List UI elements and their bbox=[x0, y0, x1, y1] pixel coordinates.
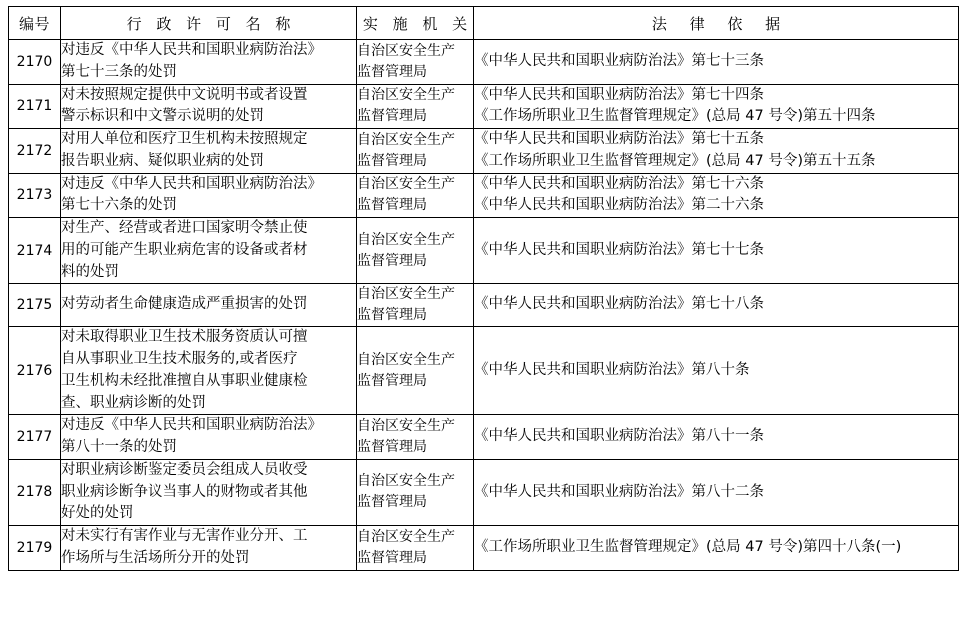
cell-legal-basis-line: 《中华人民共和国职业病防治法》第七十七条 bbox=[474, 241, 764, 258]
cell-legal-basis bbox=[474, 40, 959, 85]
cell-permission-name-line: 卫生机构未经批准擅自从事职业健康检 bbox=[61, 372, 308, 389]
cell-legal-basis bbox=[474, 526, 959, 571]
column-header-code: 编号 bbox=[9, 7, 61, 40]
cell-permission-name-line: 对违反《中华人民共和国职业病防治法》 bbox=[61, 42, 322, 58]
table-header-row bbox=[9, 7, 959, 40]
cell-implementing-organ-line: 监督管理局 bbox=[357, 63, 427, 80]
cell-permission-name-line: 对用人单位和医疗卫生机构未按照规定 bbox=[61, 131, 308, 147]
cell-legal-basis-line: 《工作场所职业卫生监督管理规定》(总局 47 号令)第四十八条(一) bbox=[474, 538, 902, 555]
cell-legal-basis-line: 《中华人民共和国职业病防治法》第八十一条 bbox=[474, 428, 764, 445]
cell-implementing-organ bbox=[357, 84, 474, 129]
cell-legal-basis bbox=[474, 327, 959, 415]
cell-implementing-organ bbox=[357, 40, 474, 85]
cell-implementing-organ-line: 监督管理局 bbox=[357, 152, 427, 169]
cell-code: 2172 bbox=[9, 129, 61, 174]
cell-permission-name-line: 料的处罚 bbox=[61, 263, 119, 280]
cell-implementing-organ-line: 自治区安全生产 bbox=[357, 87, 455, 104]
cell-permission-name-line: 对劳动者生命健康造成严重损害的处罚 bbox=[61, 296, 308, 313]
column-header-name bbox=[61, 7, 357, 40]
cell-permission-name-line: 作场所与生活场所分开的处罚 bbox=[61, 549, 250, 566]
cell-implementing-organ bbox=[357, 327, 474, 415]
cell-permission-name-line: 第七十六条的处罚 bbox=[61, 197, 177, 214]
cell-legal-basis-line: 《中华人民共和国职业病防治法》第八十条 bbox=[474, 361, 750, 378]
cell-implementing-organ-line: 监督管理局 bbox=[357, 494, 427, 511]
cell-implementing-organ bbox=[357, 415, 474, 460]
column-header-name-text: 行 政 许 可 名 称 bbox=[126, 14, 296, 33]
cell-implementing-organ-line: 自治区安全生产 bbox=[357, 473, 455, 490]
table-row bbox=[9, 84, 959, 129]
table-body bbox=[9, 40, 959, 571]
cell-implementing-organ-line: 监督管理局 bbox=[357, 197, 427, 214]
cell-permission-name-line: 对职业病诊断鉴定委员会组成人员收受 bbox=[61, 461, 308, 478]
cell-implementing-organ bbox=[357, 526, 474, 571]
cell-implementing-organ-line: 监督管理局 bbox=[357, 108, 427, 125]
cell-implementing-organ-line: 监督管理局 bbox=[357, 549, 427, 566]
cell-legal-basis bbox=[474, 284, 959, 327]
cell-permission-name-line: 第八十一条的处罚 bbox=[61, 439, 177, 455]
table-row bbox=[9, 327, 959, 415]
cell-code: 2174 bbox=[9, 218, 61, 284]
cell-implementing-organ-line: 监督管理局 bbox=[357, 307, 427, 324]
administrative-permission-table bbox=[8, 6, 959, 571]
cell-code: 2171 bbox=[9, 84, 61, 129]
cell-permission-name-line: 自从事职业卫生技术服务的,或者医疗 bbox=[61, 351, 298, 367]
cell-permission-name-line: 查、职业病诊断的处罚 bbox=[61, 394, 206, 411]
table-row bbox=[9, 218, 959, 284]
cell-permission-name bbox=[61, 415, 357, 460]
cell-code: 2173 bbox=[9, 173, 61, 218]
cell-permission-name bbox=[61, 459, 357, 525]
cell-permission-name-line: 对未实行有害作业与无害作业分开、工 bbox=[61, 528, 308, 544]
cell-code: 2178 bbox=[9, 459, 61, 525]
cell-legal-basis-line: 《中华人民共和国职业病防治法》第七十三条 bbox=[474, 52, 764, 69]
cell-permission-name-line: 好处的处罚 bbox=[61, 505, 134, 522]
table-row bbox=[9, 459, 959, 525]
column-header-law bbox=[474, 7, 959, 40]
cell-implementing-organ bbox=[357, 129, 474, 174]
cell-implementing-organ-line: 监督管理局 bbox=[357, 372, 427, 389]
cell-legal-basis-line: 《中华人民共和国职业病防治法》第七十五条 bbox=[474, 131, 764, 147]
cell-permission-name-line: 警示标识和中文警示说明的处罚 bbox=[61, 108, 264, 125]
cell-legal-basis-line: 《工作场所职业卫生监督管理规定》(总局 47 号令)第五十四条 bbox=[474, 108, 876, 125]
cell-code: 2177 bbox=[9, 415, 61, 460]
cell-code: 2176 bbox=[9, 327, 61, 415]
cell-permission-name bbox=[61, 327, 357, 415]
cell-legal-basis-line: 《中华人民共和国职业病防治法》第二十六条 bbox=[474, 197, 764, 214]
cell-implementing-organ-line: 自治区安全生产 bbox=[357, 351, 455, 368]
cell-legal-basis-line: 《中华人民共和国职业病防治法》第八十二条 bbox=[474, 483, 764, 500]
cell-implementing-organ-line: 自治区安全生产 bbox=[357, 131, 455, 148]
cell-permission-name bbox=[61, 218, 357, 284]
cell-legal-basis-line: 《中华人民共和国职业病防治法》第七十六条 bbox=[474, 175, 764, 192]
column-header-org-text: 实 施 机 关 bbox=[362, 14, 473, 33]
cell-permission-name-line: 第七十三条的处罚 bbox=[61, 63, 177, 80]
cell-permission-name bbox=[61, 526, 357, 571]
cell-permission-name-line: 职业病诊断争议当事人的财物或者其他 bbox=[61, 483, 308, 500]
table-row bbox=[9, 40, 959, 85]
table-row bbox=[9, 129, 959, 174]
cell-code: 2175 bbox=[9, 284, 61, 327]
cell-permission-name-line: 对未取得职业卫生技术服务资质认可擅 bbox=[61, 329, 308, 346]
cell-legal-basis-line: 《工作场所职业卫生监督管理规定》(总局 47 号令)第五十五条 bbox=[474, 152, 876, 169]
cell-legal-basis bbox=[474, 84, 959, 129]
cell-permission-name-line: 对违反《中华人民共和国职业病防治法》 bbox=[61, 417, 322, 434]
cell-legal-basis-line: 《中华人民共和国职业病防治法》第七十四条 bbox=[474, 86, 764, 103]
cell-implementing-organ-line: 自治区安全生产 bbox=[357, 176, 455, 193]
cell-implementing-organ bbox=[357, 459, 474, 525]
cell-legal-basis bbox=[474, 173, 959, 218]
cell-implementing-organ bbox=[357, 218, 474, 284]
table-row bbox=[9, 284, 959, 327]
cell-implementing-organ-line: 自治区安全生产 bbox=[357, 231, 455, 248]
cell-legal-basis bbox=[474, 129, 959, 174]
cell-code: 2179 bbox=[9, 526, 61, 571]
cell-implementing-organ-line: 自治区安全生产 bbox=[357, 286, 455, 303]
table-header bbox=[9, 7, 959, 40]
cell-permission-name bbox=[61, 173, 357, 218]
cell-permission-name bbox=[61, 84, 357, 129]
cell-permission-name-line: 报告职业病、疑似职业病的处罚 bbox=[61, 152, 264, 169]
cell-implementing-organ-line: 自治区安全生产 bbox=[357, 528, 455, 545]
cell-permission-name-line: 用的可能产生职业病危害的设备或者材 bbox=[61, 241, 308, 258]
cell-permission-name-line: 对违反《中华人民共和国职业病防治法》 bbox=[61, 175, 322, 192]
column-header-law-text: 法 律 依 据 bbox=[651, 14, 790, 33]
table-row bbox=[9, 415, 959, 460]
cell-legal-basis-line: 《中华人民共和国职业病防治法》第七十八条 bbox=[474, 296, 764, 313]
cell-implementing-organ-line: 监督管理局 bbox=[357, 439, 427, 455]
cell-permission-name bbox=[61, 284, 357, 327]
cell-implementing-organ bbox=[357, 173, 474, 218]
cell-legal-basis bbox=[474, 459, 959, 525]
cell-legal-basis bbox=[474, 415, 959, 460]
cell-permission-name bbox=[61, 129, 357, 174]
cell-implementing-organ-line: 监督管理局 bbox=[357, 252, 427, 269]
cell-permission-name-line: 对未按照规定提供中文说明书或者设置 bbox=[61, 86, 308, 103]
table-row bbox=[9, 173, 959, 218]
cell-permission-name bbox=[61, 40, 357, 85]
cell-implementing-organ-line: 自治区安全生产 bbox=[357, 42, 455, 59]
cell-implementing-organ-line: 自治区安全生产 bbox=[357, 418, 455, 434]
cell-legal-basis bbox=[474, 218, 959, 284]
cell-code: 2170 bbox=[9, 40, 61, 85]
cell-permission-name-line: 对生产、经营或者进口国家明令禁止使 bbox=[61, 220, 308, 236]
column-header-org bbox=[357, 7, 474, 40]
table-row bbox=[9, 526, 959, 571]
cell-implementing-organ bbox=[357, 284, 474, 327]
